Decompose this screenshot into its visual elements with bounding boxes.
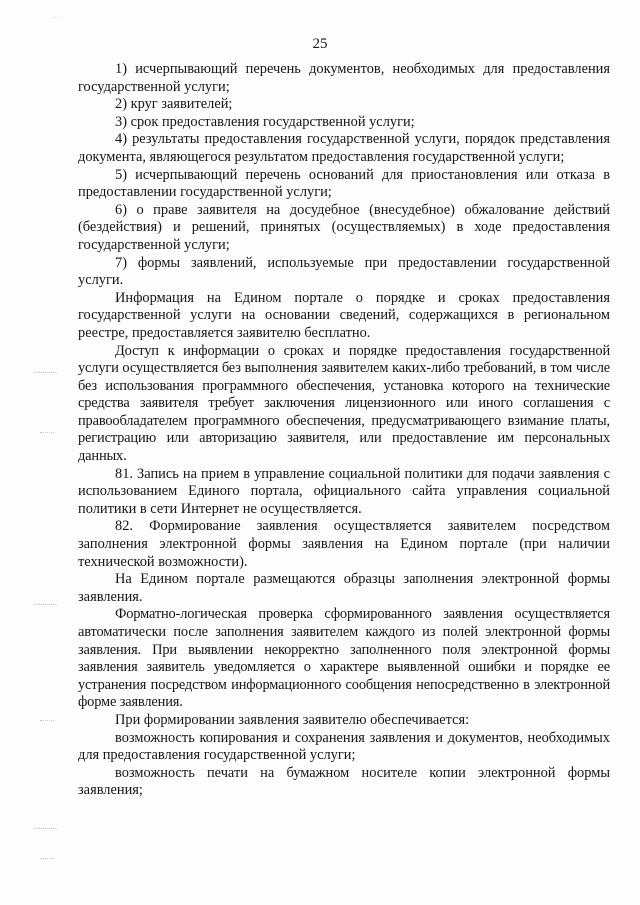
- paragraph: На Едином портале размещаются образцы заполнения электронной формы заявления.: [78, 571, 610, 605]
- scan-mark: [40, 720, 54, 722]
- list-item: 7) формы заявлений, используемые при предоставлении государственной услуги.: [78, 254, 610, 289]
- list-item: 1) исчерпывающий перечень документов, необходимых для предоставления государственной услуги;: [78, 61, 610, 95]
- paragraph: Доступ к информации о сроках и порядке предоставления государственной услуги осуществляется без выполнения заявителем каких-либо требований, в том числе без использования программного обеспечения, установка которого на технические средства заявителя требует заключения лицензионного или иного соглашения с правообладателем программного обеспечения, предусматривающего взимание платы, регистрацию или авторизацию заявителя, или предоставление им персональных данных.: [78, 342, 610, 465]
- paragraph: При формировании заявления заявителю обеспечивается:: [115, 711, 470, 728]
- paragraph: возможность копирования и сохранения заявления и документов, необходимых для предоставления государственной услуги;: [78, 729, 610, 764]
- scan-mark: ~ ·: [52, 14, 63, 22]
- paragraph: Форматно-логическая проверка сформированного заявления осуществляется автоматически после заполнения заявителем каждого из полей электронной формы заявления. При выявлении некорректно заполненного поля электронной формы заявления заявитель уведомляется о характере выявленной ошибки и порядке ее устранения посредством информационного сообщения непосредственно в электронной форме заявления.: [78, 606, 610, 711]
- list-item: 5) исчерпывающий перечень оснований для приостановления или отказа в предоставлении государственной услуги;: [78, 166, 610, 201]
- scan-mark: [34, 604, 58, 606]
- paragraph: Информация на Едином портале о порядке и сроках предоставления государственной услуги на основании сведений, содержащихся в региональном реестре, предоставляется заявителю бесплатно.: [78, 289, 610, 341]
- scan-mark: [40, 858, 54, 860]
- paragraph: 82. Формирование заявления осуществляется заявителем посредством заполнения электронной формы заявления на Едином портале (при наличии технической возможности).: [78, 518, 610, 570]
- list-item: 2) круг заявителей;: [115, 96, 233, 113]
- scan-mark: [34, 828, 58, 830]
- page-number: 25: [312, 36, 328, 52]
- document-body: [78, 61, 610, 800]
- paragraph: возможность печати на бумажном носителе копии электронной формы заявления;: [78, 764, 610, 799]
- paragraph: 81. Запись на прием в управление социальной политики для подачи заявления с использованием Единого портала, официального сайта управления социальной политики в сети Интернет не осуществляется.: [78, 465, 610, 517]
- scan-mark: [40, 432, 54, 434]
- scan-mark: [34, 372, 58, 374]
- list-item: 6) о праве заявителя на досудебное (внесудебное) обжалование действий (бездействия) и решений, принятых (осуществляемых) в ходе предоставления государственной услуги;: [78, 201, 610, 253]
- list-item: 4) результаты предоставления государственной услуги, порядок представления документа, являющегося результатом предоставления государственной услуги;: [78, 131, 610, 165]
- list-item: 3) срок предоставления государственной услуги;: [115, 113, 415, 130]
